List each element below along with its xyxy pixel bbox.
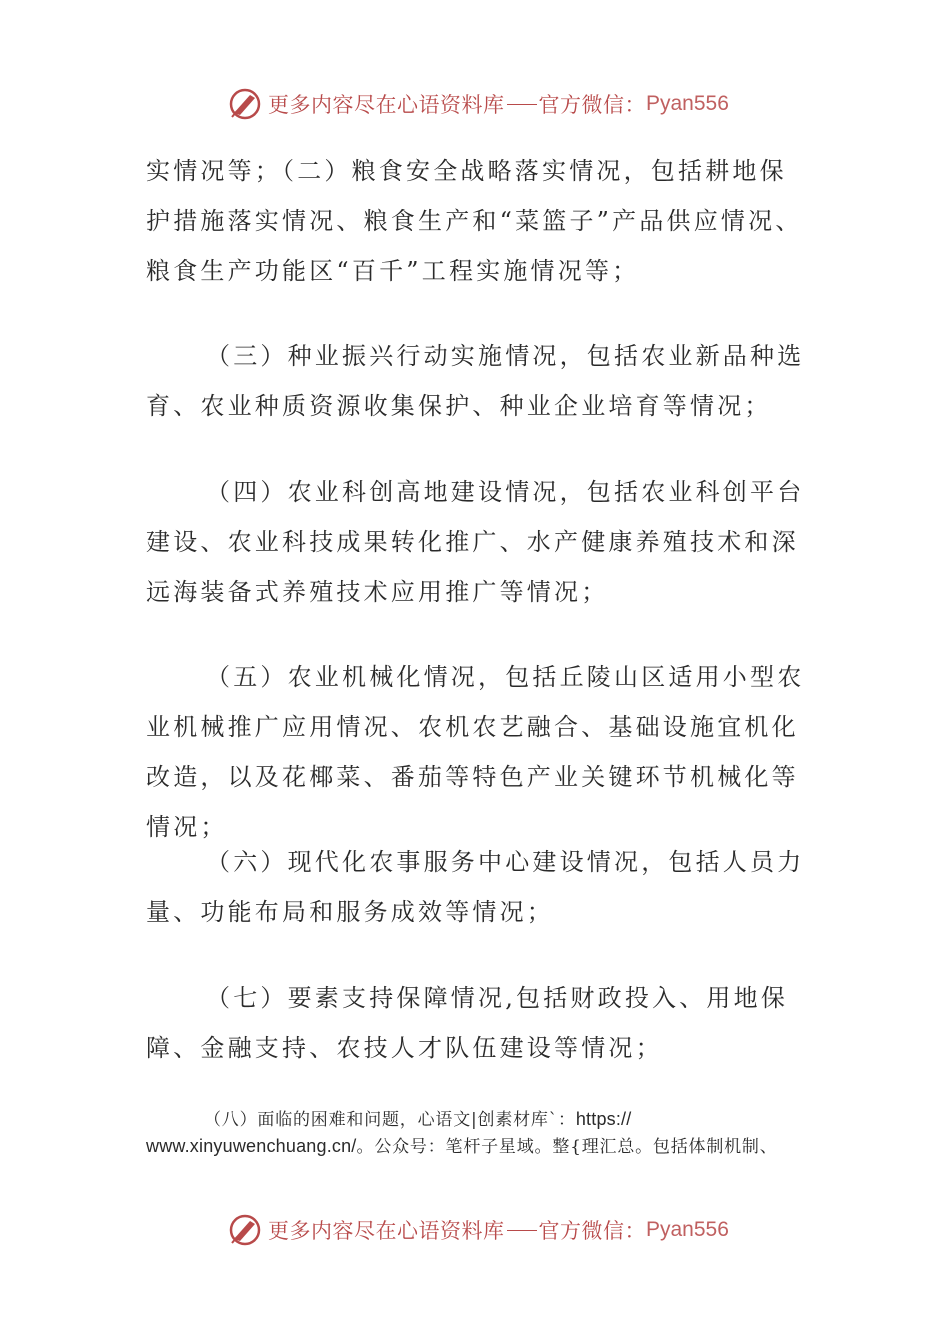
banner-id: Pyan556 bbox=[646, 92, 729, 115]
footnote-url-b[interactable]: www.xinyuwenchuang.cn/ bbox=[146, 1136, 357, 1156]
paragraph-3: （四）农业科创高地建设情况，包括农业科创平台建设、农业科技成果转化推广、水产健康养殖技术和深远海装备式养殖技术应用推广等情况； bbox=[146, 478, 805, 606]
paragraph-7-footnote bbox=[146, 1106, 806, 1160]
pen-logo-icon bbox=[228, 87, 262, 121]
paragraph-5: （六）现代化农事服务中心建设情况，包括人员力量、功能布局和服务成效等情况； bbox=[146, 848, 805, 926]
paragraph-1: 实情况等；（二）粮食安全战略落实情况，包括耕地保护措施落实情况、粮食生产和“菜篮子”产品供应情况、粮食生产功能区“百千”工程实施情况等； bbox=[146, 157, 803, 285]
banner-dash bbox=[507, 1230, 537, 1231]
paragraph-4: （五）农业机械化情况，包括丘陵山区适用小型农业机械推广应用情况、农机农艺融合、基础设施宜机化改造，以及花椰菜、番茄等特色产业关键环节机械化等情况； bbox=[146, 663, 805, 841]
banner-text: 更多内容尽在心语资料库 bbox=[268, 93, 505, 117]
paragraph-6: （七）要素支持保障情况,包括财政投入、用地保障、金融支持、农技人才队伍建设等情况； bbox=[146, 984, 789, 1062]
banner-label: 官方微信： bbox=[538, 93, 646, 117]
pen-logo-icon bbox=[228, 1213, 262, 1247]
footnote-tail: 。公众号：笔杆子星域。整{理汇总。包括体制机制、 bbox=[356, 1137, 778, 1157]
banner-id: Pyan556 bbox=[646, 1218, 729, 1241]
banner-dash bbox=[507, 104, 537, 105]
header-watermark-banner bbox=[228, 84, 729, 124]
banner-text: 更多内容尽在心语资料库 bbox=[268, 1219, 505, 1243]
footnote-lead: （八）面临的困难和问题，心语文|创素材库`： bbox=[204, 1110, 576, 1130]
footer-watermark-banner bbox=[228, 1210, 729, 1250]
banner-label: 官方微信： bbox=[538, 1219, 646, 1243]
footnote-url-a[interactable]: https:// bbox=[575, 1109, 632, 1129]
paragraph-2: （三）种业振兴行动实施情况，包括农业新品种选育、农业种质资源收集保护、种业企业培育等情况； bbox=[146, 342, 805, 420]
